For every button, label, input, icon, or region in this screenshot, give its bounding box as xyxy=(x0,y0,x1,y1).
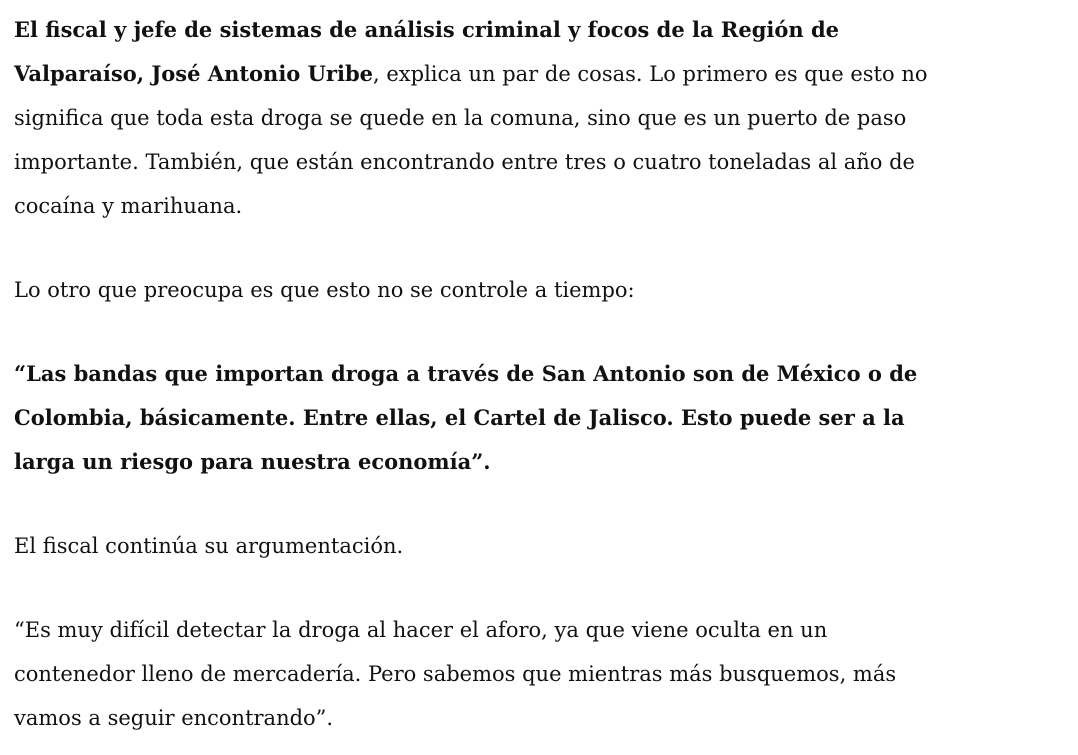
quote-bold xyxy=(14,352,940,484)
paragraph-continuation: El fiscal continúa su argumentación. xyxy=(14,534,404,558)
paragraph-concern: Lo otro que preocupa es que esto no se controle a tiempo: xyxy=(14,278,635,302)
paragraph-intro xyxy=(14,8,940,228)
quote-regular: “Es muy difícil detectar la droga al hacer el aforo, ya que viene oculta en un contenedor lleno de mercadería. Pero sabemos que mientras más busquemos, más vamos a seguir encontrando”. xyxy=(14,618,897,730)
quote-bold-text: “Las bandas que importan droga a través de San Antonio son de México o de Colombia, básicamente. Entre ellas, el Cartel de Jalisco. Esto puede ser a la larga un riesgo para nuestra economía”. xyxy=(14,361,918,474)
paragraph-intro-bold: El fiscal y jefe de sistemas de análisis criminal y focos de la Región de Valparaíso, José Antonio Uribe xyxy=(14,17,839,86)
paragraph-intro-text: , explica un par de cosas. Lo primero es que esto no significa que toda esta droga se quede en la comuna, sino que es un puerto de paso importante. También, que están encontrando entre tres o cuatro toneladas al año de cocaína y marihuana. xyxy=(14,62,928,218)
